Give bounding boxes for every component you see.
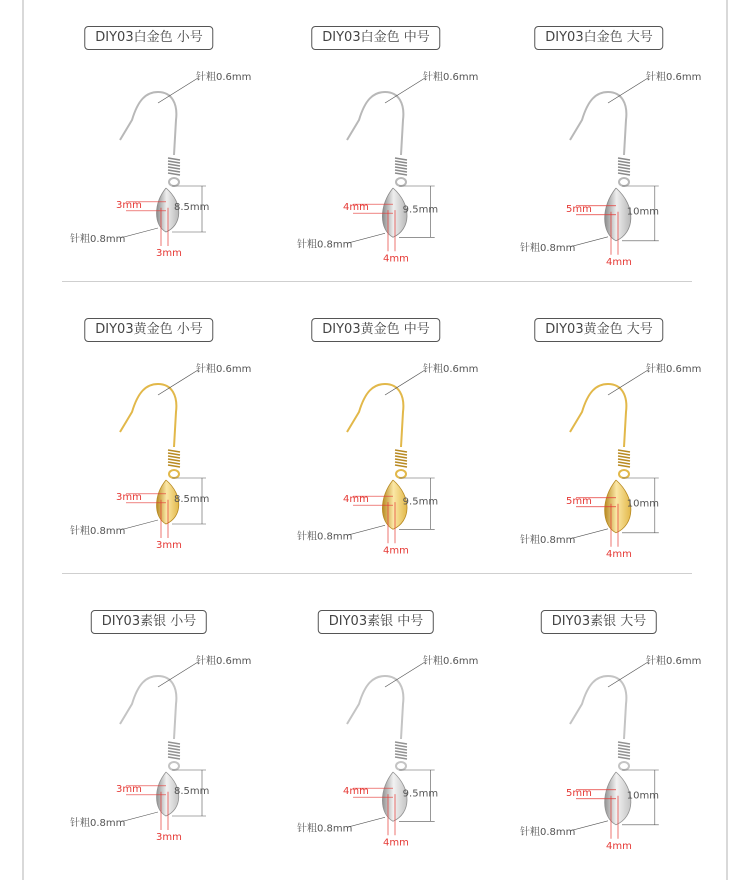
leader-line bbox=[347, 525, 385, 535]
wire-gauge-label: 针粗0.6mm bbox=[196, 72, 252, 83]
product-label: DIY03黄金色 大号 bbox=[534, 318, 663, 342]
wire-gauge-label: 针粗0.6mm bbox=[423, 364, 479, 375]
hook-wire bbox=[570, 384, 626, 447]
product-label: DIY03黄金色 中号 bbox=[311, 318, 440, 342]
bottom-width-label: 4mm bbox=[606, 840, 632, 852]
top-width-label: 5mm bbox=[566, 787, 592, 799]
leader-line bbox=[120, 520, 158, 530]
bottom-width-label: 4mm bbox=[606, 256, 632, 268]
earring-diagram bbox=[484, 584, 714, 874]
hook-wire bbox=[570, 92, 626, 155]
pin-gauge-label: 针粗0.8mm bbox=[70, 526, 126, 537]
leader-line bbox=[347, 817, 385, 827]
earring-cell bbox=[34, 292, 264, 582]
wire-gauge-label: 针粗0.6mm bbox=[646, 656, 702, 667]
wire-gauge-label: 针粗0.6mm bbox=[196, 656, 252, 667]
product-label: DIY03白金色 小号 bbox=[84, 26, 213, 50]
leader-line bbox=[385, 370, 425, 395]
top-width-label: 3mm bbox=[116, 783, 142, 795]
leader-line bbox=[608, 78, 648, 103]
top-width-label: 4mm bbox=[343, 494, 369, 506]
wire-gauge-label: 针粗0.6mm bbox=[423, 72, 479, 83]
earring-diagram bbox=[261, 292, 491, 582]
coil-spring bbox=[395, 742, 407, 759]
earring-diagram bbox=[261, 584, 491, 874]
coil-spring bbox=[618, 742, 630, 759]
hook-wire bbox=[347, 676, 403, 739]
jump-ring bbox=[619, 470, 629, 478]
leader-line bbox=[385, 662, 425, 687]
earring-cell bbox=[34, 0, 264, 290]
pin-gauge-label: 针粗0.8mm bbox=[70, 818, 126, 829]
coil-spring bbox=[168, 742, 180, 759]
product-label: DIY03素银 小号 bbox=[91, 610, 207, 634]
leader-line bbox=[158, 662, 198, 687]
jump-ring bbox=[396, 470, 406, 478]
hook-wire bbox=[120, 676, 176, 739]
height-label: 8.5mm bbox=[174, 202, 210, 213]
height-label: 8.5mm bbox=[174, 494, 210, 505]
jump-ring bbox=[169, 470, 179, 478]
leader-line bbox=[120, 812, 158, 822]
coil-spring bbox=[618, 450, 630, 467]
coil-spring bbox=[168, 158, 180, 175]
wire-gauge-label: 针粗0.6mm bbox=[423, 656, 479, 667]
product-label: DIY03素银 大号 bbox=[541, 610, 657, 634]
earring-cell bbox=[484, 0, 714, 290]
leader-line bbox=[120, 228, 158, 238]
product-label: DIY03白金色 中号 bbox=[311, 26, 440, 50]
height-label: 10mm bbox=[626, 790, 660, 802]
leader-line bbox=[570, 529, 608, 539]
bottom-width-label: 4mm bbox=[383, 837, 409, 849]
bottom-width-label: 3mm bbox=[156, 540, 182, 551]
height-label: 9.5mm bbox=[402, 788, 439, 800]
hook-wire bbox=[347, 92, 403, 155]
height-label: 10mm bbox=[626, 498, 660, 510]
pin-gauge-label: 针粗0.8mm bbox=[70, 234, 126, 245]
leader-line bbox=[347, 233, 385, 243]
height-label: 9.5mm bbox=[402, 496, 439, 508]
jump-ring bbox=[619, 762, 629, 770]
height-label: 9.5mm bbox=[402, 204, 439, 216]
bottom-width-label: 3mm bbox=[156, 832, 182, 843]
product-label: DIY03黄金色 小号 bbox=[84, 318, 213, 342]
bottom-width-label: 3mm bbox=[156, 248, 182, 259]
earring-diagram bbox=[34, 584, 264, 874]
height-label: 8.5mm bbox=[174, 786, 210, 797]
coil-spring bbox=[395, 450, 407, 467]
pin-gauge-label: 针粗0.8mm bbox=[297, 823, 353, 835]
frame-left-border bbox=[22, 0, 24, 880]
leader-line bbox=[570, 237, 608, 247]
leader-line bbox=[570, 821, 608, 831]
leader-line bbox=[608, 370, 648, 395]
product-label: DIY03白金色 大号 bbox=[534, 26, 663, 50]
wire-gauge-label: 针粗0.6mm bbox=[646, 364, 702, 375]
hook-wire bbox=[347, 384, 403, 447]
earring-cell bbox=[261, 584, 491, 874]
jump-ring bbox=[396, 762, 406, 770]
top-width-label: 3mm bbox=[116, 491, 142, 503]
top-width-label: 4mm bbox=[343, 786, 369, 798]
jump-ring bbox=[169, 762, 179, 770]
hook-wire bbox=[120, 92, 176, 155]
earring-cell bbox=[484, 292, 714, 582]
pin-gauge-label: 针粗0.8mm bbox=[297, 531, 353, 543]
earring-diagram bbox=[261, 0, 491, 290]
earring-cell bbox=[34, 584, 264, 874]
jump-ring bbox=[169, 178, 179, 186]
leader-line bbox=[158, 370, 198, 395]
coil-spring bbox=[395, 158, 407, 175]
pin-gauge-label: 针粗0.8mm bbox=[520, 242, 576, 254]
leader-line bbox=[158, 78, 198, 103]
coil-spring bbox=[168, 450, 180, 467]
earring-cell bbox=[261, 0, 491, 290]
height-label: 10mm bbox=[626, 206, 660, 218]
wire-gauge-label: 针粗0.6mm bbox=[196, 364, 252, 375]
earring-cell bbox=[484, 584, 714, 874]
top-width-label: 4mm bbox=[343, 202, 369, 214]
pin-gauge-label: 针粗0.8mm bbox=[520, 534, 576, 546]
jump-ring bbox=[619, 178, 629, 186]
frame-right-border bbox=[726, 0, 728, 880]
coil-spring bbox=[618, 158, 630, 175]
top-width-label: 5mm bbox=[566, 495, 592, 507]
leader-line bbox=[608, 662, 648, 687]
leader-line bbox=[385, 78, 425, 103]
hook-wire bbox=[120, 384, 176, 447]
jump-ring bbox=[396, 178, 406, 186]
top-width-label: 5mm bbox=[566, 203, 592, 215]
pin-gauge-label: 针粗0.8mm bbox=[297, 239, 353, 251]
top-width-label: 3mm bbox=[116, 199, 142, 211]
earring-diagram bbox=[484, 292, 714, 582]
bottom-width-label: 4mm bbox=[383, 545, 409, 557]
earring-diagram bbox=[34, 0, 264, 290]
earring-cell bbox=[261, 292, 491, 582]
product-label: DIY03素银 中号 bbox=[318, 610, 434, 634]
earring-diagram bbox=[484, 0, 714, 290]
hook-wire bbox=[570, 676, 626, 739]
bottom-width-label: 4mm bbox=[383, 253, 409, 265]
bottom-width-label: 4mm bbox=[606, 548, 632, 560]
pin-gauge-label: 针粗0.8mm bbox=[520, 826, 576, 838]
wire-gauge-label: 针粗0.6mm bbox=[646, 72, 702, 83]
earring-diagram bbox=[34, 292, 264, 582]
